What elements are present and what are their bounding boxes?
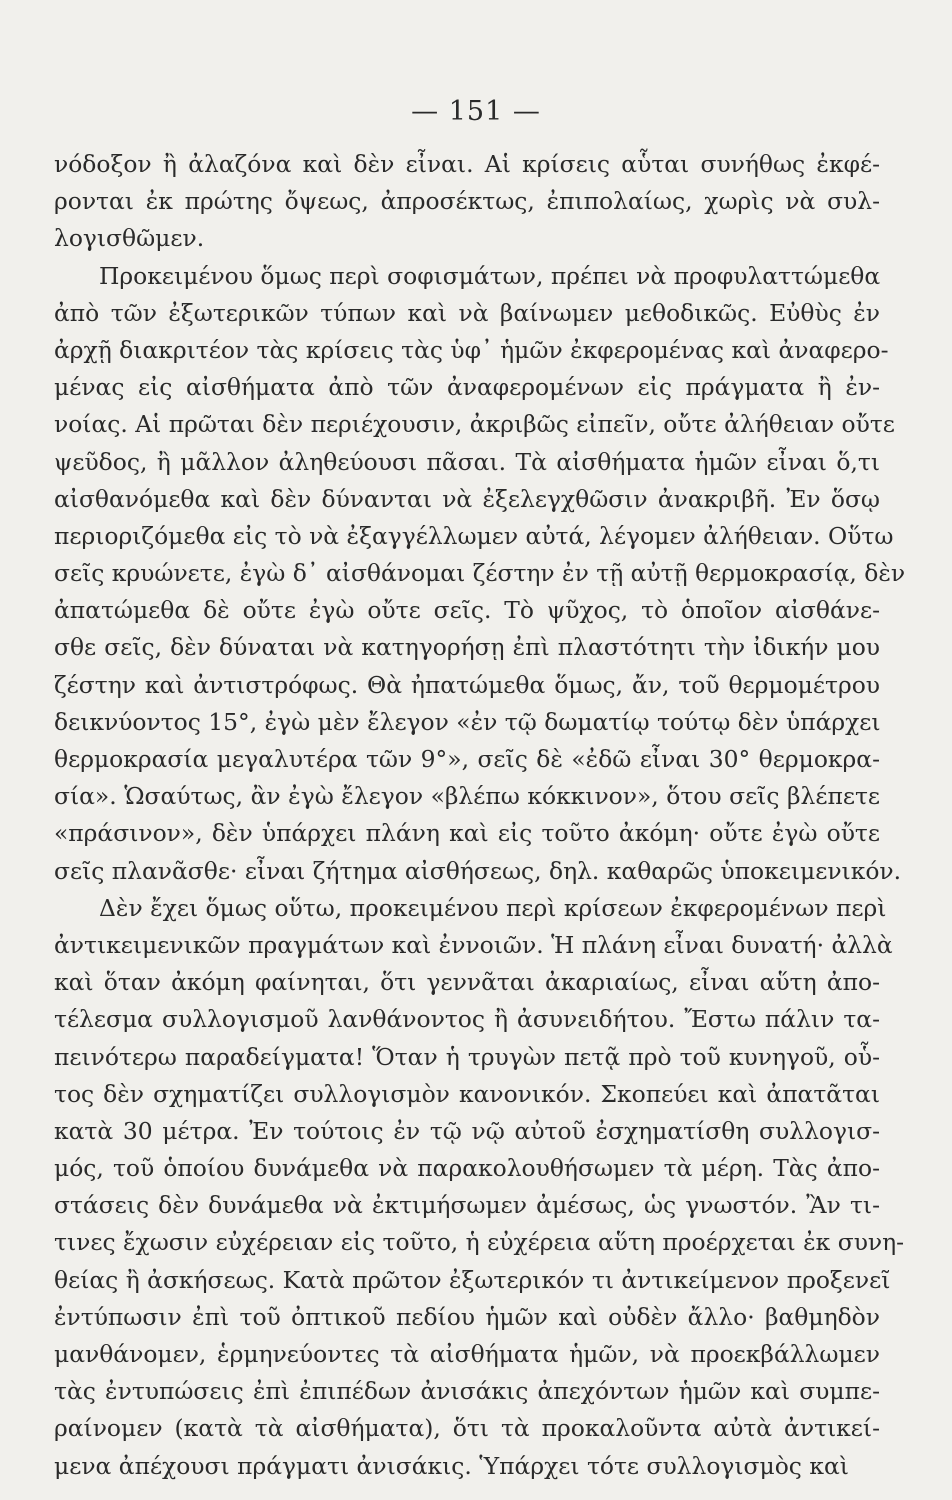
text-line: μός, τοῦ ὁποίου δυνάμεθα νὰ παρακολουθήσωμεν τὰ μέρη. Τὰς ἀπο-: [54, 1154, 880, 1183]
text-line: σθε σεῖς, δὲν δύναται νὰ κατηγορήσῃ ἐπὶ πλαστότητι τὴν ἰδικήν μου: [54, 633, 880, 662]
text-line: τος δὲν σχηματίζει συλλογισμὸν κανονικόν. Σκοπεύει καὶ ἀπατᾶται: [54, 1079, 880, 1108]
text-line: σεῖς κρυώνετε, ἐγὼ δ᾽ αἰσθάνομαι ζέστην ἐν τῇ αὐτῇ θερμοκρασίᾳ, δὲν: [54, 559, 906, 588]
text-line: νόδοξον ἢ ἀλαζόνα καὶ δὲν εἶναι. Αἱ κρίσεις αὗται συνήθως ἐκφέ-: [54, 150, 880, 178]
text-line: θείας ἢ ἀσκήσεως. Κατὰ πρῶτον ἐξωτερικόν τι ἀντικείμενον προξενεῖ: [54, 1265, 891, 1294]
text-line: ἀντικειμενικῶν πραγμάτων καὶ ἐννοιῶν. Ἡ πλάνη εἶναι δυνατή· ἀλλὰ: [54, 930, 893, 959]
body-text: [54, 146, 906, 1485]
text-line: μενα ἀπέχουσι πράγματι ἀνισάκις. Ὑπάρχει τότε συλλογισμὸς καὶ: [54, 1451, 849, 1480]
paragraph: [54, 146, 880, 258]
text-line: ζέστην καὶ ἀντιστρόφως. Θὰ ἠπατώμεθα ὅμως, ἄν, τοῦ θερμομέτρου: [54, 670, 880, 699]
text-line: «πράσινον», δὲν ὑπάρχει πλάνη καὶ εἰς τοῦτο ἀκόμη· οὔτε ἐγὼ οὔτε: [54, 819, 880, 848]
text-line: ραίνομεν (κατὰ τὰ αἰσθήματα), ὅτι τὰ προκαλοῦντα αὐτὰ ἀντικεί-: [54, 1414, 880, 1443]
text-line: σεῖς πλανᾶσθε· εἶναι ζήτημα αἰσθήσεως, δηλ. καθαρῶς ὑποκειμενικόν.: [54, 856, 902, 885]
text-line: ἀπατώμεθα δὲ οὔτε ἐγὼ οὔτε σεῖς. Τὸ ψῦχος, τὸ ὁποῖον αἰσθάνε-: [54, 596, 880, 625]
text-line: ψεῦδος, ἢ μᾶλλον ἀληθεύουσι πᾶσαι. Τὰ αἰσθήματα ἡμῶν εἶναι ὅ,τι: [54, 447, 880, 476]
text-line: τινες ἔχωσιν εὐχέρειαν εἰς τοῦτο, ἡ εὐχέρεια αὕτη προέρχεται ἐκ συνη-: [54, 1228, 905, 1257]
text-line: τὰς ἐντυπώσεις ἐπὶ ἐπιπέδων ἀνισάκις ἀπεχόντων ἡμῶν καὶ συμπε-: [54, 1377, 880, 1406]
text-line: κατὰ 30 μέτρα. Ἐν τούτοις ἐν τῷ νῷ αὐτοῦ ἐσχηματίσθη συλλογισ-: [54, 1116, 880, 1145]
text-line: μανθάνομεν, ἑρμηνεύοντες τὰ αἰσθήματα ἡμῶν, νὰ προεκβάλλωμεν: [54, 1340, 880, 1368]
text-line: αἰσθανόμεθα καὶ δὲν δύνανται νὰ ἐξελεγχθῶσιν ἀνακριβῆ. Ἐν ὅσῳ: [54, 484, 880, 513]
text-line: ἀρχῇ διακριτέον τὰς κρίσεις τὰς ὑφ᾽ ἡμῶν ἐκφερομένας καὶ ἀναφερο-: [54, 335, 889, 364]
text-line: νοίας. Αἱ πρῶται δὲν περιέχουσιν, ἀκριβῶς εἰπεῖν, οὔτε ἀλήθειαν οὔτε: [54, 410, 895, 439]
text-line: μένας εἰς αἰσθήματα ἀπὸ τῶν ἀναφερομένων εἰς πράγματα ἢ ἐν-: [54, 373, 880, 402]
text-line: δεικνύοντος 15°, ἐγὼ μὲν ἔλεγον «ἐν τῷ δωματίῳ τούτῳ δὲν ὑπάρχει: [54, 707, 881, 736]
page-number: — 151 —: [411, 96, 541, 127]
text-line: ἐντύπωσιν ἐπὶ τοῦ ὀπτικοῦ πεδίου ἡμῶν καὶ οὐδὲν ἄλλο· βαθμηδὸν: [54, 1302, 880, 1331]
paragraph: [54, 258, 906, 890]
text-line: Δὲν ἔχει ὅμως οὕτω, προκειμένου περὶ κρίσεων ἐκφερομένων περὶ: [99, 893, 887, 922]
text-line: ἀπὸ τῶν ἐξωτερικῶν τύπων καὶ νὰ βαίνωμεν μεθοδικῶς. Εὐθὺς ἐν: [54, 298, 880, 327]
text-line: ρονται ἐκ πρώτης ὄψεως, ἀπροσέκτως, ἐπιπολαίως, χωρὶς νὰ συλ-: [54, 187, 880, 216]
text-line: θερμοκρασία μεγαλυτέρα τῶν 9°», σεῖς δὲ «ἐδῶ εἶναι 30° θερμοκρα-: [54, 745, 880, 773]
text-line: πεινότερω παραδείγματα! Ὅταν ἡ τρυγὼν πετᾷ πρὸ τοῦ κυνηγοῦ, οὗ-: [54, 1042, 880, 1071]
text-line: καὶ ὅταν ἀκόμη φαίνηται, ὅτι γεννᾶται ἀκαριαίως, εἶναι αὕτη ἀπο-: [54, 968, 880, 997]
paragraph: [54, 890, 905, 1485]
text-line: στάσεις δὲν δυνάμεθα νὰ ἐκτιμήσωμεν ἀμέσως, ὡς γνωστόν. Ἂν τι-: [54, 1191, 880, 1220]
text-line: τέλεσμα συλλογισμοῦ λανθάνοντος ἢ ἀσυνειδήτου. Ἔστω πάλιν τα-: [54, 1005, 880, 1034]
text-line: περιοριζόμεθα εἰς τὸ νὰ ἐξαγγέλλωμεν αὐτά, λέγομεν ἀλήθειαν. Οὕτω: [54, 521, 894, 550]
text-line: λογισθῶμεν.: [54, 224, 205, 253]
text-line: Προκειμένου ὅμως περὶ σοφισμάτων, πρέπει νὰ προφυλαττώμεθα: [99, 261, 881, 290]
text-line: σία». Ὡσαύτως, ἂν ἐγὼ ἔλεγον «βλέπω κόκκινον», ὅτου σεῖς βλέπετε: [54, 782, 880, 811]
